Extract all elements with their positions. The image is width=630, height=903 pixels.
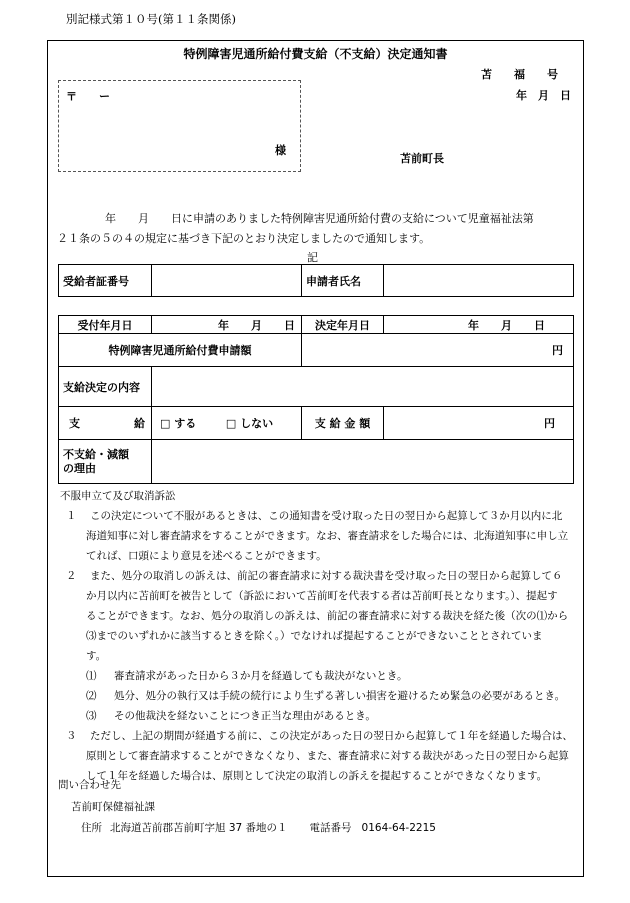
- address-label: 住所: [81, 822, 102, 834]
- document-number: 苫 福 号: [481, 68, 558, 81]
- recipient-number-cell[interactable]: [152, 265, 302, 297]
- document-title: 特例障害児通所給付費支給（不支給）決定通知書: [183, 47, 448, 61]
- decision-date-label: 決定年月日: [302, 316, 384, 334]
- appeal-paragraph-1-num: １: [66, 510, 77, 522]
- notice-body-line-1: 年 月 日に申請のありました特例障害児通所給付費の支給について児童福祉法第: [105, 212, 534, 225]
- payment-choice-cell: [152, 407, 302, 440]
- notice-body-line-2: ２１条の５の４の規定に基づき下記のとおり決定しましたので通知します。: [57, 232, 431, 245]
- appeal-sub-item: ⑶ その他裁決を経ないことにつき正当な理由があるとき。: [86, 710, 376, 722]
- ki-label: 記: [307, 251, 318, 264]
- applicant-name-cell[interactable]: [384, 265, 574, 297]
- reason-cell[interactable]: [152, 440, 574, 484]
- appeal-heading: 不服申立て及び取消訴訟: [60, 490, 176, 502]
- contact-details: [81, 820, 436, 835]
- form-number-label: 別記様式第１０号(第１１条関係): [66, 12, 236, 26]
- payment-label-b: 給: [134, 417, 145, 430]
- reason-label: [59, 440, 152, 484]
- appeal-paragraph-2: ２ また、処分の取消しの訴えは、前記の審査請求に対する裁決書を受け取った日の翌日から起算して６ か月以内に苫前町を被告として（訴訟において苫前町を代表する者は苫前町長となります。）、提起す ることができます。なお、処分の取消しの訴えは、前記の審査請求に対する裁決を経た後（次の⑴から ⑶までのいずれかに該当するときを除く。）でなければ提起することができないこととされていま す。: [58, 566, 578, 666]
- claim-amount-label: 特例障害児通所給付費申請額: [59, 334, 302, 367]
- appeal-paragraph-3-num: ３: [66, 730, 77, 742]
- decision-date-value[interactable]: 年 月 日: [384, 316, 574, 334]
- document-date: 年 月 日: [516, 89, 571, 102]
- recipient-table: [58, 264, 574, 297]
- issuer-name: 苫前町長: [400, 152, 444, 165]
- contact-heading: 問い合わせ先: [58, 779, 121, 791]
- appeal-sub-item: ⑴ 審査請求があった日から３か月を経過しても裁決がないとき。: [86, 670, 408, 682]
- reason-label-line-1: 不支給・減額: [63, 447, 129, 461]
- accept-date-label: 受付年月日: [59, 316, 152, 334]
- claim-amount-cell[interactable]: 円: [302, 334, 574, 367]
- honorific: 様: [275, 144, 286, 157]
- accept-date-value[interactable]: 年 月 日: [152, 316, 302, 334]
- payment-amount-label: 支 給 金 額: [302, 407, 384, 440]
- applicant-name-label: 申請者氏名: [302, 265, 384, 297]
- phone-label: 電話番号: [309, 822, 352, 834]
- address-value: 北海道苫前郡苫前町字旭 37 番地の１: [110, 822, 288, 834]
- decision-table: [58, 315, 574, 484]
- appeal-paragraph-1: １ この決定について不服があるときは、この通知書を受け取った日の翌日から起算して３か月以内に北 海道知事に対し審査請求をすることができます。なお、審査請求をした場合には、北海道知事に申し立 てれば、口頭により意見を述べることができます。: [58, 506, 578, 566]
- payment-label: [59, 407, 152, 440]
- postal-mark: 〒 ー: [66, 90, 110, 103]
- contact-department: 苫前町保健福祉課: [71, 801, 155, 813]
- phone-value[interactable]: 0164-64-2215: [361, 822, 436, 834]
- reason-label-line-2: の理由: [63, 461, 96, 475]
- appeal-paragraph-3: ３ ただし、上記の期間が経過する前に、この決定があった日の翌日から起算して１年を経過した場合は、 原則として審査請求することができなくなり、また、審査請求に対する裁決があった日の翌日から起算 して１年を経過した場合は、原則として決定の取消しの訴えを提起することができなくなります。: [58, 726, 578, 786]
- appeal-paragraph-2-num: ２: [66, 570, 77, 582]
- decision-content-cell[interactable]: [152, 367, 574, 407]
- appeal-section: [58, 486, 578, 786]
- payment-label-a: 支: [69, 417, 80, 430]
- choice-no-checkbox[interactable]: □ しない: [225, 417, 274, 430]
- payment-amount-cell[interactable]: 円: [384, 407, 574, 440]
- recipient-number-label: 受給者証番号: [59, 265, 152, 297]
- appeal-sub-item: ⑵ 処分、処分の執行又は手続の続行により生ずる著しい損害を避けるため緊急の必要があるとき。: [86, 690, 566, 702]
- decision-content-label: 支給決定の内容: [59, 367, 152, 407]
- choice-yes-checkbox[interactable]: □ する: [160, 417, 197, 430]
